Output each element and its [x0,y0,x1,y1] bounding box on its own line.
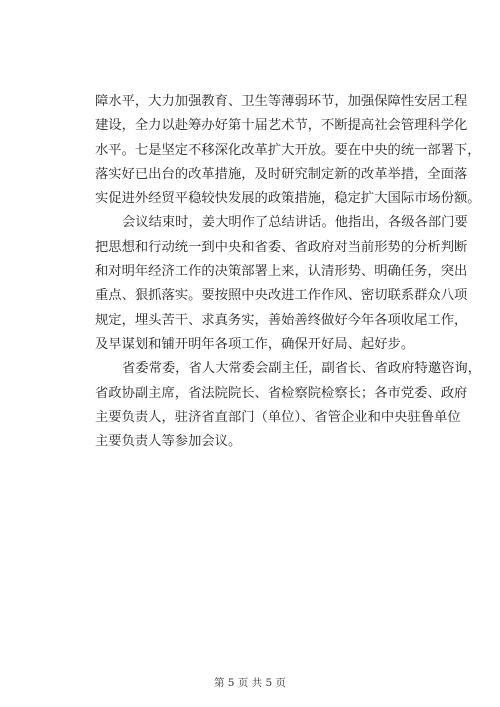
text-line: 主要负责人等参加会议。 [95,434,242,450]
text-line: 落实好已出台的改革措施，及时研究制定新的改革举措，全面落 [95,166,468,182]
text-line: 规定，埋头苦干、求真务实，善始善终做好今年各项收尾工作， [95,312,468,328]
text-line: 把思想和行动统一到中央和省委、省政府对当前形势的分析判断 [95,239,468,255]
text-line: 主要负责人，驻济省直部门（单位）、省管企业和中央驻鲁单位 [95,409,461,425]
text-line: 实促进外经贸平稳较快发展的政策措施，稳定扩大国际市场份额。 [95,191,481,207]
document-body [95,90,482,454]
text-line: 障水平，大力加强教育、卫生等薄弱环节，加强保障性安居工程 [95,94,468,109]
page-footer: 第 5 页 共 5 页 [213,677,287,689]
text-line: 会议结束时，姜大明作了总结讲话。他指出，各级各部门要 [122,215,468,231]
text-line: 及早谋划和铺开明年各项工作，确保开好局、起好步。 [95,336,415,352]
text-line: 和对明年经济工作的决策部署上来，认清形势、明确任务，突出 [95,264,468,280]
text-line: 重点、狠抓落实。要按照中央改进工作作风、密切联系群众八项 [95,288,468,304]
text-line: 水平。七是坚定不移深化改革扩大开放。要在中央的统一部署下， [95,142,481,158]
text-line: 建设，全力以赴筹办好第十届艺术节，不断提高社会管理科学化 [95,118,468,134]
text-line: 省政协副主席，省法院院长、省检察院检察长；各市党委、政府 [95,385,468,401]
text-line: 省委常委，省人大常委会副主任，副省长、省政府特邀咨询， [122,361,482,377]
